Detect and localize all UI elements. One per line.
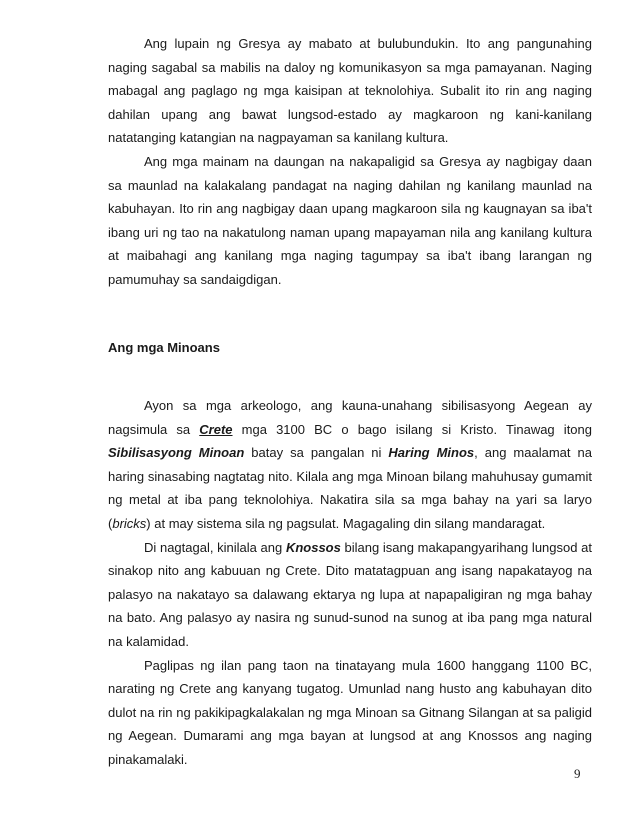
minoans-section [108, 394, 592, 772]
intro-paragraph-2: Ang mga mainam na daungan na nakapaligid sa Gresya ay nagbigay daan sa maunlad na kalakalang pandagat na naging dahilan ng kanilang maunlad na kabuhayan. Ito rin ang nagbigay daan upang magkaroon sila ng kaugnayan sa iba't ibang uri ng tao na nakatulong naman upang mapayaman nila ang kanilang kultura at maibahagi ang kanilang mga naging tagumpay sa iba't ibang larangan ng pamumuhay sa sandaigdigan. [108, 153, 592, 287]
intro-paragraph-1: Ang lupain ng Gresya ay mabato at bulubundukin. Ito ang pangunahing naging sagabal sa mabilis na daloy ng komunikasyon sa mga pamayanan. Naging mabagal ang paglago ng mga kaisipan at teknolohiya. Subalit ito rin ang naging dahilan upang ang bawat lungsod-estado ay magkaroon ng kani-kanilang natatanging katangian na nagpayaman sa kanilang kultura. [108, 36, 592, 146]
page-content [108, 32, 592, 767]
term-bricks: bricks [112, 515, 147, 531]
text-run: Ayon sa mga arkeologo, ang kauna-unahang sibilisasyong Aegean ay nagsimula sa [108, 398, 592, 437]
text-run: Di nagtagal, kinilala ang [144, 539, 286, 555]
section-heading: Ang mga Minoans [108, 340, 220, 355]
term-sibilisasyong-minoan: Sibilisasyong Minoan [108, 445, 245, 461]
page-number: 9 [574, 766, 581, 781]
minoans-paragraph-2 [108, 536, 592, 654]
text-run: batay sa pangalan ni [244, 445, 389, 461]
minoans-paragraph-3: Paglipas ng ilan pang taon na tinatayang mula 1600 hanggang 1100 BC, narating ng Crete ang kanyang tugatog. Umunlad nang husto ang kabuhayan dito dulot na rin ng pakikipagkalakalan ng mga Minoan sa Gitnang Silangan at sa paligid ng Aegean. Dumarami ang mga bayan at lungsod at ang Knossos ang naging pinakamalaki. [108, 657, 592, 767]
term-knossos: Knossos [285, 539, 341, 555]
text-run: ) at may sistema sila ng pagsulat. Magagaling din silang mandaragat. [146, 515, 546, 531]
text-run: bilang isang makapangyarihang lungsod at sinakop nito ang kabuuan ng Crete. Dito matatagpuan ang isang napakatayog na palasyo na nakatayo sa dalawang ektarya ng lupa at napapaligiran ng mga bahay na bato. Ang palasyo ay nasira ng sunud-sunod na sunog at iba pang mga natural na kalamidad. [108, 539, 592, 649]
term-crete: Crete [199, 421, 233, 437]
text-run: mga 3100 BC o bago isilang si Kristo. Tinawag itong [232, 421, 592, 437]
term-haring-minos: Haring Minos [388, 445, 475, 461]
minoans-paragraph-1 [108, 394, 592, 536]
text-run: , ang maalamat na haring sinasabing nagtatag nito. Kilala ang mga Minoan bilang mahuhusay gumamit ng metal at iba pang teknolohiya. Nakatira sila sa mga bahay na yari sa laryo ( [108, 445, 592, 531]
